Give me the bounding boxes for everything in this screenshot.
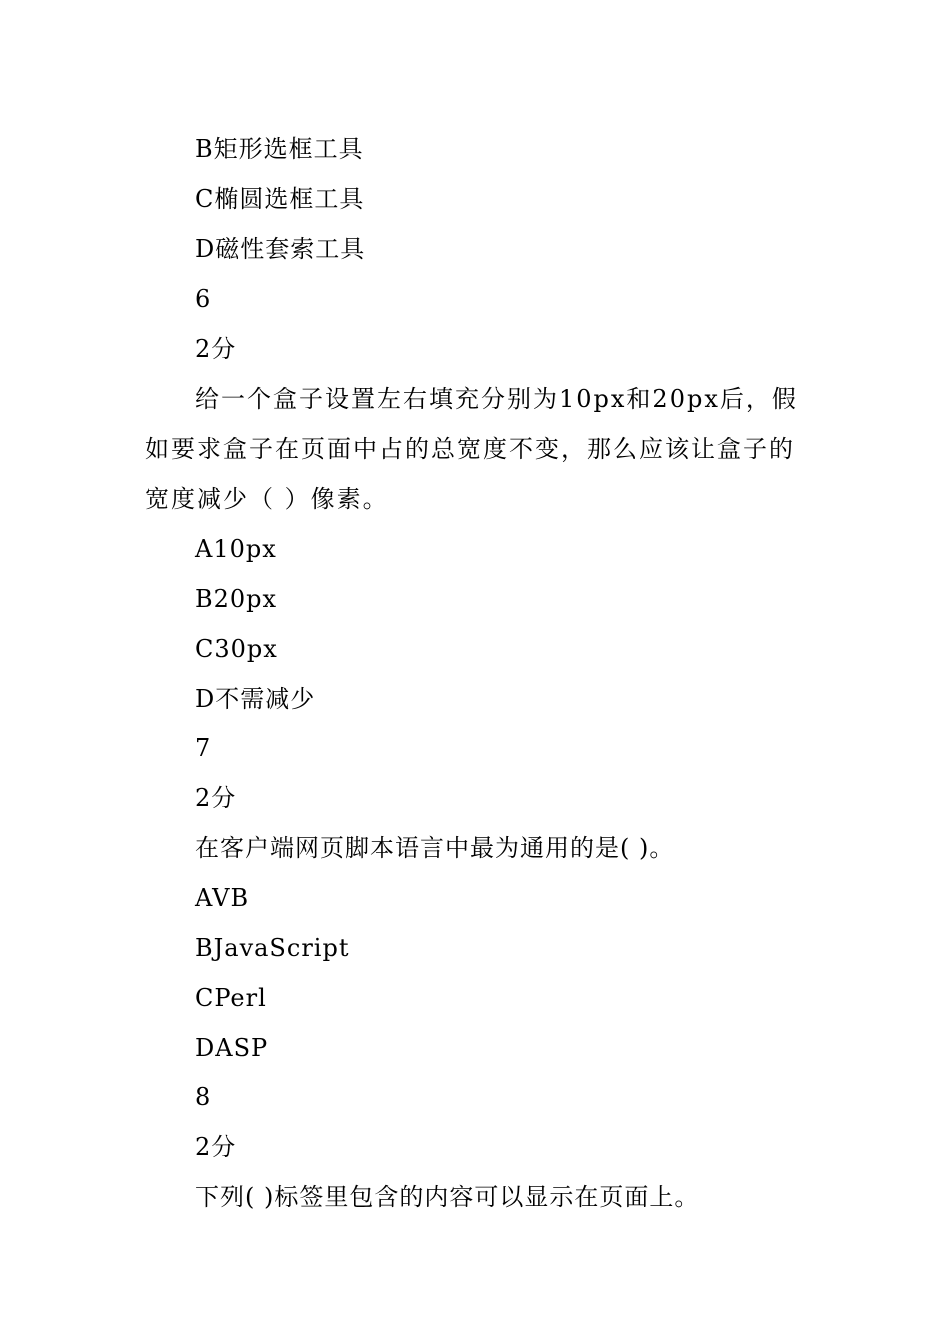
q7-stem: 在客户端网页脚本语言中最为通用的是( )。 bbox=[195, 834, 675, 862]
q6-option-c: C30px bbox=[195, 635, 278, 663]
q6-option-d: D不需减少 bbox=[195, 685, 316, 713]
q6-option-b: B20px bbox=[195, 585, 278, 613]
q6-option-a: A10px bbox=[195, 535, 277, 563]
q8-score: 2分 bbox=[195, 1133, 237, 1161]
q6-stem: 给一个盒子设置左右填充分别为10px和20px后，假如要求盒子在页面中占的总宽度不变，那么应该让盒子的宽度减少（ ）像素。 bbox=[145, 385, 798, 513]
q7-score: 2分 bbox=[195, 784, 237, 812]
q7-option-c: CPerl bbox=[195, 984, 267, 1012]
q5-option-d: D磁性套索工具 bbox=[195, 235, 366, 263]
q5-option-c: C椭圆选框工具 bbox=[195, 185, 365, 213]
q8-number: 8 bbox=[195, 1083, 212, 1111]
q6-score: 2分 bbox=[195, 335, 237, 363]
q5-option-b: B矩形选框工具 bbox=[195, 135, 364, 163]
q7-option-d: DASP bbox=[195, 1034, 269, 1062]
q6-number: 6 bbox=[195, 285, 212, 313]
q7-option-b: BJavaScript bbox=[195, 934, 350, 962]
q8-stem: 下列( )标签里包含的内容可以显示在页面上。 bbox=[195, 1183, 700, 1211]
q7-number: 7 bbox=[195, 734, 212, 762]
q7-option-a: AVB bbox=[195, 884, 250, 912]
